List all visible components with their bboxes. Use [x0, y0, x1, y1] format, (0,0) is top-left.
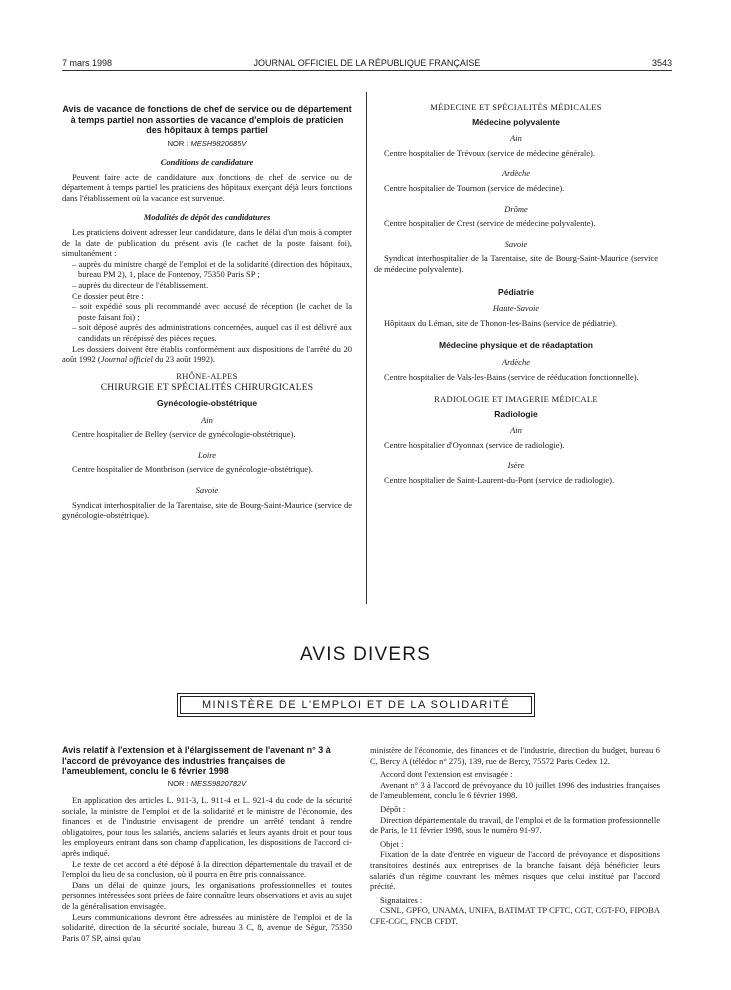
depot-label: Dépôt :	[380, 803, 406, 814]
department-ardeche: Ardèche	[501, 356, 530, 367]
dossiers-text: Les dossiers doivent être établis conformément aux dispositions de l'arrêté du 20 août 1992 (Journal officiel du 23 août 1992).	[62, 343, 352, 365]
department-ardeche: Ardèche	[501, 168, 530, 179]
extension-paragraph-2: Le texte de cet accord a été déposé à la direction départementale du travail et de l'emploi du lieu de sa conclusion, où il pourra en être pris connaissance.	[62, 858, 352, 880]
vacancy-title: Avis de vacance de fonctions de chef de service ou de département à temps partiel non assorties de vacance d'emplois de praticien des hôpitaux à temps partiel	[62, 104, 352, 135]
dossier-option-1: – soit expédié sous pli recommandé avec accusé de réception (le cachet de la poste faisant foi) ;	[72, 301, 352, 322]
conditions-text: Peuvent faire acte de candidature aux fonctions de chef de service ou de département à temps partiel les praticiens des hôpitaux exerçant déjà leurs fonctions dans l'établissement où la vacance est survenue.	[62, 171, 352, 203]
header-date: 7 mars 1998	[62, 58, 113, 68]
objet-label: Objet :	[380, 838, 404, 849]
department-isere: Isère	[507, 460, 525, 471]
hospital-entry: Centre hospitalier de Crest (service de médecine polyvalente).	[384, 218, 596, 229]
conditions-heading: Conditions de candidature	[160, 157, 254, 168]
signataires-label: Signataires :	[380, 894, 423, 905]
modalites-text: Les praticiens doivent adresser leur candidature, dans le délai d'un mois à compter de la date de publication du présent avis (le cachet de la poste faisant foi), simultanément :	[62, 227, 352, 259]
medecine-heading: MÉDECINE ET SPÉCIALITÉS MÉDICALES	[430, 102, 602, 112]
subspecialty-heading: Radiologie	[494, 408, 538, 419]
specialties-list	[374, 102, 658, 486]
hospital-entry: Centre hospitalier de Belley (service de gynécologie-obstétrique).	[72, 429, 296, 440]
extension-nor	[62, 779, 352, 790]
header-journal-title: JOURNAL OFFICIEL DE LA RÉPUBLIQUE FRANÇAISE	[253, 58, 481, 68]
subspecialty-heading: Pédiatrie	[498, 286, 534, 297]
subspecialty-heading: Médecine polyvalente	[472, 116, 560, 127]
hospital-entry: Centre hospitalier de Saint-Laurent-du-Pont (service de radiologie).	[384, 475, 615, 486]
extension-notice-continued	[370, 745, 660, 927]
hospital-entry: Centre hospitalier de Tournon (service de médecine).	[384, 182, 565, 193]
department-ain: Ain	[510, 425, 522, 436]
nor-label: NOR :	[167, 778, 189, 788]
department-loire: Loire	[197, 449, 217, 460]
ministry-box	[177, 693, 535, 717]
department-drome: Drôme	[504, 203, 528, 214]
dossier-option-2: – soit déposé auprès des administrations concernées, auquel cas il est délivré aux candidats un récépissé des pièces reçues.	[72, 322, 352, 343]
extension-notice	[62, 745, 352, 943]
header-page-number: 3543	[651, 58, 672, 68]
modalites-bullet-1: – auprès du ministre chargé de l'emploi et de la solidarité (direction des hôpitaux, bureau PM 2), 1, place de Fontenoy, 75350 Paris SP ;	[72, 258, 352, 280]
region-heading: RHÔNE-ALPES	[176, 370, 238, 381]
accord-text: Avenant n° 3 à l'accord de prévoyance du 10 juillet 1996 des industries françaises de l'ameublement, conclu le 6 février 1998.	[370, 779, 660, 801]
ministry-title: MINISTÈRE DE L'EMPLOI ET DE LA SOLIDARITÉ	[180, 696, 532, 714]
vacancy-notice	[62, 104, 352, 521]
depot-text: Direction départementale du travail, de l'emploi et de la formation professionnelle de Paris, le 11 février 1998, sous le numéro 91-97.	[370, 814, 660, 836]
modalites-bullet-2: – auprès du directeur de l'établissement.	[72, 280, 209, 291]
hospital-entry: Syndicat interhospitalier de la Tarentaise, site de Bourg-Saint-Maurice (service de gynécologie-obstétrique).	[62, 499, 352, 521]
nor-code: MESS9820782V	[190, 778, 247, 788]
signataires-text: CSNL, GPFO, UNAMA, UNIFA, BATIMAT TP CFTC, CGT, CGT-FO, FIPOBA CFE-CGC, FNCB CFDT.	[370, 905, 660, 926]
nor-code: MESH9820685V	[190, 138, 247, 148]
column-divider	[366, 92, 367, 604]
specialty-heading: CHIRURGIE ET SPÉCIALITÉS CHIRURGICALES	[100, 383, 314, 394]
subspecialty-heading: Médecine physique et de réadaptation	[439, 340, 593, 351]
header-rule	[62, 70, 672, 71]
modalites-heading: Modalités de dépôt des candidatures	[143, 212, 271, 223]
subspecialty-heading: Gynécologie-obstétrique	[156, 397, 258, 408]
department-haute-savoie: Haute-Savoie	[492, 303, 540, 314]
hospital-entry: Hôpitaux du Léman, site de Thonon-les-Bains (service de pédiatrie).	[384, 317, 618, 328]
radiologie-heading: RADIOLOGIE ET IMAGERIE MÉDICALE	[434, 394, 598, 405]
extension-paragraph-3: Dans un délai de quinze jours, les organisations professionnelles et toutes personnes intéressées sont priées de faire connaître leurs observations et avis au sujet de la généralisation envisagée.	[62, 879, 352, 912]
hospital-entry: Centre hospitalier de Vals-les-Bains (service de rééducation fonctionnelle).	[384, 371, 639, 382]
dossier-intro: Ce dossier peut être :	[72, 290, 144, 301]
hospital-entry: Centre hospitalier d'Oyonnax (service de radiologie).	[384, 439, 565, 450]
department-savoie: Savoie	[504, 238, 528, 249]
extension-paragraph-1: En application des articles L. 911-3, L. 911-4 et L. 921-4 du code de la sécurité sociale, la ministre de l'emploi et de la solidarité et le ministre de l'économie, des finances et de l'industrie envisagent de prendre un arrêté tendant à rendre obligatoires, pour tous les salariés, anciens salariés et leurs ayants droit et pour tous les employeurs entrant dans son champ d'application, les dispositions de l'accord ci-après indiqué.	[62, 795, 352, 859]
extension-paragraph-5: ministère de l'économie, des finances et de l'industrie, direction du budget, bureau 6 C, Bercy A (télédoc n° 275), 139, rue de Bercy, 75572 Paris Cedex 12.	[370, 745, 660, 766]
nor-label: NOR :	[167, 138, 189, 148]
extension-paragraph-4: Leurs communications devront être adressées au ministère de l'emploi et de la solidarité, direction de la sécurité sociale, bureau 3 C, 8, avenue de Ségur, 75350 Paris 07 SP, ainsi qu'au	[62, 911, 352, 943]
avis-divers-heading: AVIS DIVERS	[299, 644, 432, 665]
extension-title: Avis relatif à l'extension et à l'élargissement de l'avenant n° 3 à l'accord de prévoyance des industries françaises de l'ameublement, conclu le 6 février 1998	[62, 745, 331, 776]
hospital-entry: Centre hospitalier de Montbrison (service de gynécologie-obstétrique).	[72, 464, 313, 475]
department-ain: Ain	[510, 133, 522, 144]
hospital-entry: Centre hospitalier de Trévoux (service de médecine générale).	[384, 147, 596, 158]
objet-text: Fixation de la date d'entrée en vigueur de l'accord de prévoyance et dispositions transitoires destinés aux entreprises de la branche faisant déjà bénéficier leurs salariés d'un régime couvrant les mêmes risques que celui institué par l'accord précité.	[370, 849, 660, 892]
department-savoie: Savoie	[195, 484, 219, 495]
vacancy-nor	[62, 139, 352, 150]
accord-label: Accord dont l'extension est envisagée :	[380, 769, 513, 780]
hospital-entry: Syndicat interhospitalier de la Tarentaise, site de Bourg-Saint-Maurice (service de médecine polyvalente).	[374, 253, 658, 274]
department-ain: Ain	[201, 414, 213, 425]
